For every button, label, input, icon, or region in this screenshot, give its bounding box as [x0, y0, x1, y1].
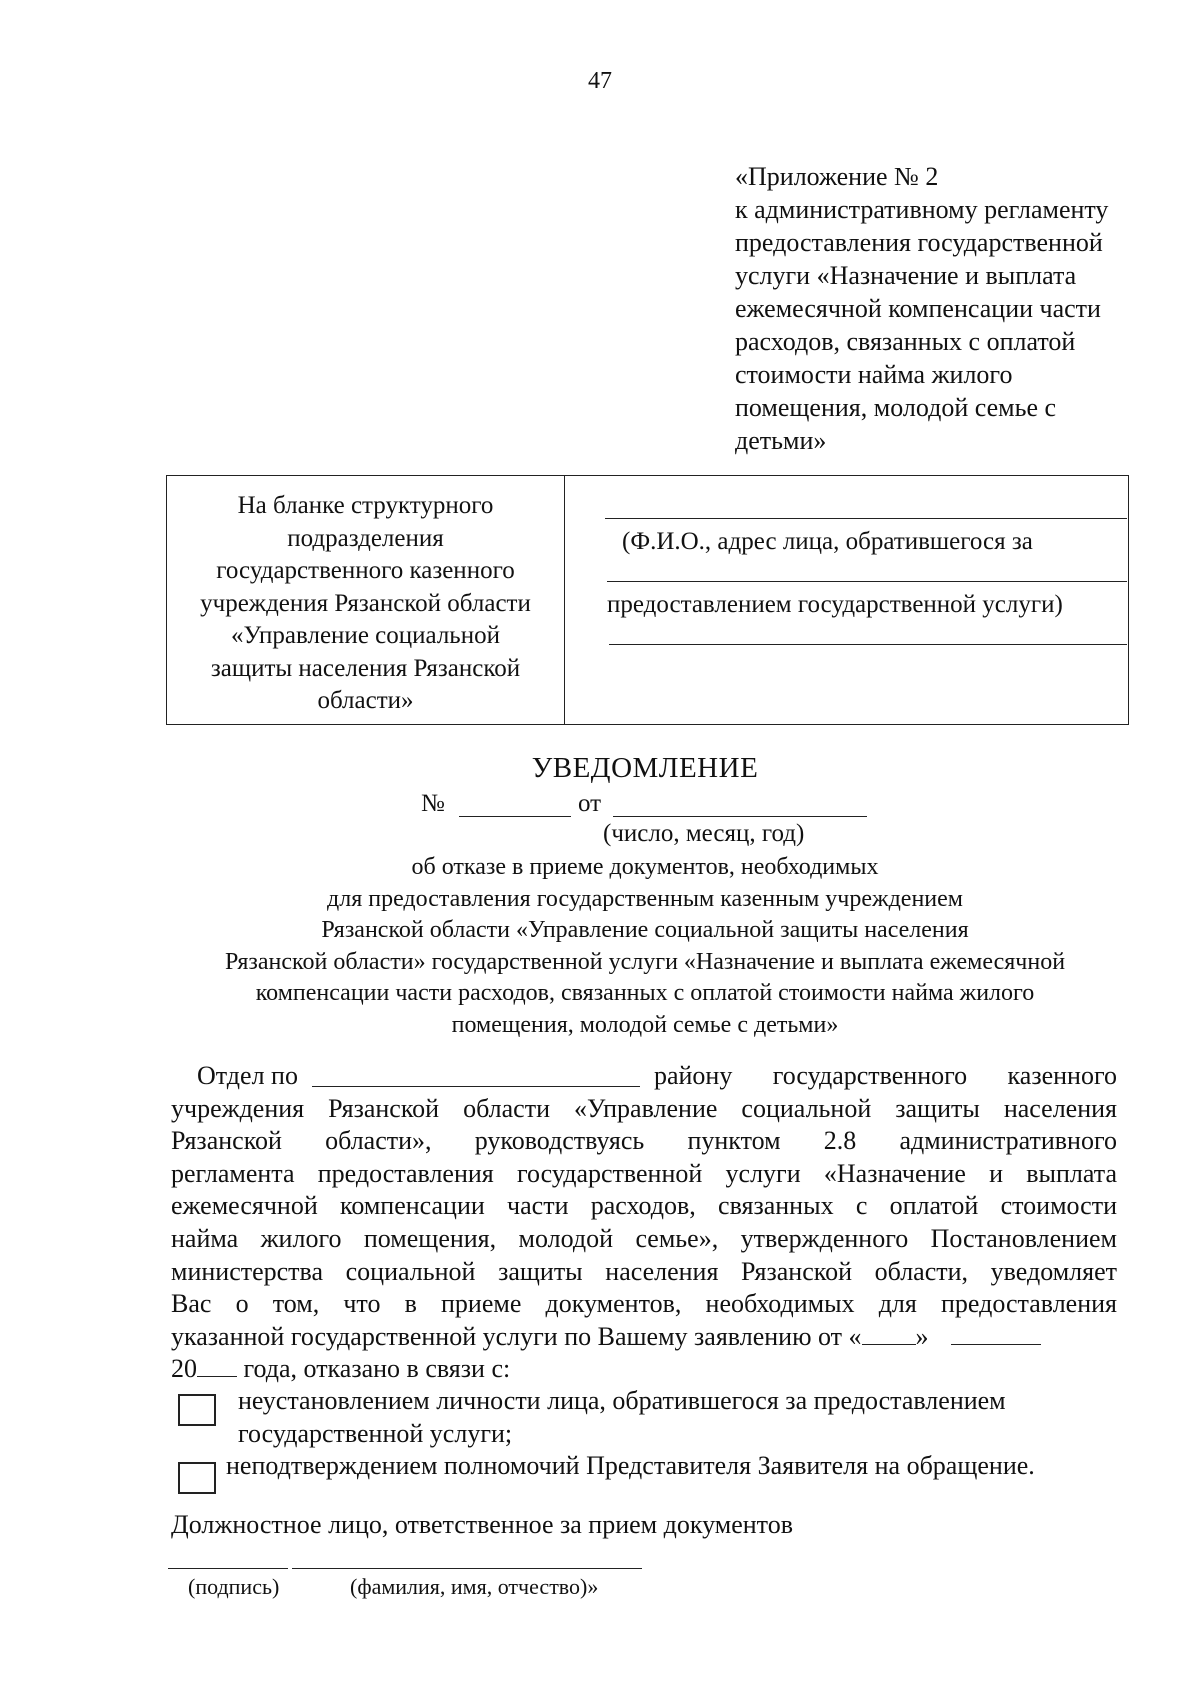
body-line: найма жилого помещения, молодой семье», утвержденного Постановлением	[171, 1223, 1117, 1253]
application-month-field[interactable]	[951, 1324, 1041, 1345]
body-line	[171, 1353, 1117, 1386]
appendix-line: услуги «Назначение и выплата	[735, 261, 1077, 290]
letterhead-line: защиты населения Рязанской	[210, 654, 521, 682]
applicant-extra-field[interactable]	[609, 644, 1127, 645]
subtitle-line: об отказе в приеме документов, необходимых	[411, 854, 879, 880]
reason-text: государственной услуги;	[238, 1419, 513, 1448]
reason-text: неподтверждением полномочий Представителя Заявителя на обращение.	[226, 1451, 1035, 1480]
name-caption: (фамилия, имя, отчество)»	[350, 1574, 599, 1599]
letterhead-table	[166, 475, 1129, 725]
letterhead-note	[167, 490, 564, 718]
subtitle-line: компенсации части расходов, связанных с оплатой стоимости найма жилого	[255, 980, 1035, 1006]
body-line	[171, 1060, 1117, 1093]
letterhead-line: области»	[317, 687, 414, 714]
body-line: регламента предоставления государственной услуги «Назначение и выплата	[171, 1158, 1117, 1188]
body-paragraph	[171, 1060, 1117, 1386]
page-number: 47	[588, 68, 612, 94]
appendix-line: помещения, молодой семье с	[735, 393, 1057, 422]
appendix-line: ежемесячной компенсации части	[735, 294, 1101, 323]
reason-checkbox-authority[interactable]	[178, 1462, 216, 1494]
appendix-header	[735, 160, 1165, 457]
appendix-line: расходов, связанных с оплатой	[735, 327, 1076, 356]
full-name-field[interactable]	[292, 1568, 642, 1569]
notice-subtitle	[0, 852, 1200, 1041]
body-line-end: года, отказано в связи с:	[243, 1354, 511, 1384]
appendix-line: предоставления государственной	[735, 228, 1103, 257]
notice-number-label: №	[421, 790, 445, 817]
applicant-caption: (Ф.И.О., адрес лица, обратившегося за	[622, 528, 1033, 555]
quote-close: »	[915, 1321, 929, 1351]
subtitle-line: Рязанской области «Управление социальной защиты населения	[321, 917, 969, 943]
body-line: учреждения Рязанской области «Управление социальной защиты населения	[171, 1093, 1117, 1123]
signature-field[interactable]	[168, 1568, 288, 1569]
body-line-start: указанной государственной услуги по Вашему заявлению от «	[171, 1321, 862, 1351]
signature-caption: (подпись)	[188, 1574, 280, 1599]
body-line: ежемесячной компенсации части расходов, связанных с оплатой стоимости	[171, 1191, 1117, 1221]
year-prefix: 20	[171, 1354, 197, 1384]
applicant-name-field[interactable]	[605, 518, 1127, 519]
notice-number-field[interactable]	[459, 816, 571, 817]
body-line-start: Отдел по	[197, 1061, 298, 1090]
notice-date-label: от	[578, 790, 602, 817]
appendix-line: детьми»	[735, 426, 827, 455]
official-label: Должностное лицо, ответственное за прием документов	[171, 1510, 793, 1539]
appendix-line: стоимости найма жилого	[735, 360, 1013, 389]
application-year-field[interactable]	[197, 1356, 237, 1377]
date-caption: (число, месяц, год)	[603, 820, 805, 847]
applicant-caption: предоставлением государственной услуги)	[607, 591, 1063, 618]
letterhead-line: учреждения Рязанской области	[200, 589, 531, 617]
subtitle-line: для предоставления государственным казенным учреждением	[327, 885, 963, 912]
body-line: Рязанской области», руководствуясь пунктом 2.8 административного	[171, 1126, 1117, 1156]
body-line-end: району государственного казенного	[653, 1061, 1117, 1090]
reason-text: неустановлением личности лица, обратившегося за предоставлением	[238, 1386, 1006, 1415]
notice-date-field[interactable]	[613, 816, 867, 817]
table-divider	[564, 476, 565, 724]
appendix-line: «Приложение № 2	[735, 162, 939, 191]
district-field[interactable]	[312, 1060, 640, 1087]
appendix-line: к административному регламенту	[735, 195, 1109, 224]
applicant-address-field[interactable]	[607, 581, 1127, 582]
body-line	[171, 1321, 1117, 1354]
body-line: Вас о том, что в приеме документов, необходимых для предоставления	[171, 1289, 1117, 1319]
notice-title: УВЕДОМЛЕНИЕ	[531, 752, 759, 784]
subtitle-line: Рязанской области» государственной услуги «Назначение и выплата ежемесячной	[224, 948, 1066, 975]
letterhead-line: государственного казенного	[216, 557, 515, 584]
body-line: министерства социальной защиты населения Рязанской области, уведомляет	[171, 1256, 1117, 1286]
letterhead-line: «Управление социальной	[231, 622, 500, 649]
subtitle-line: помещения, молодой семье с детьми»	[451, 1011, 839, 1038]
letterhead-line: подразделения	[287, 524, 444, 552]
application-day-field[interactable]	[862, 1324, 916, 1345]
letterhead-line: На бланке структурного	[237, 492, 494, 519]
reason-checkbox-identity[interactable]	[178, 1394, 216, 1426]
